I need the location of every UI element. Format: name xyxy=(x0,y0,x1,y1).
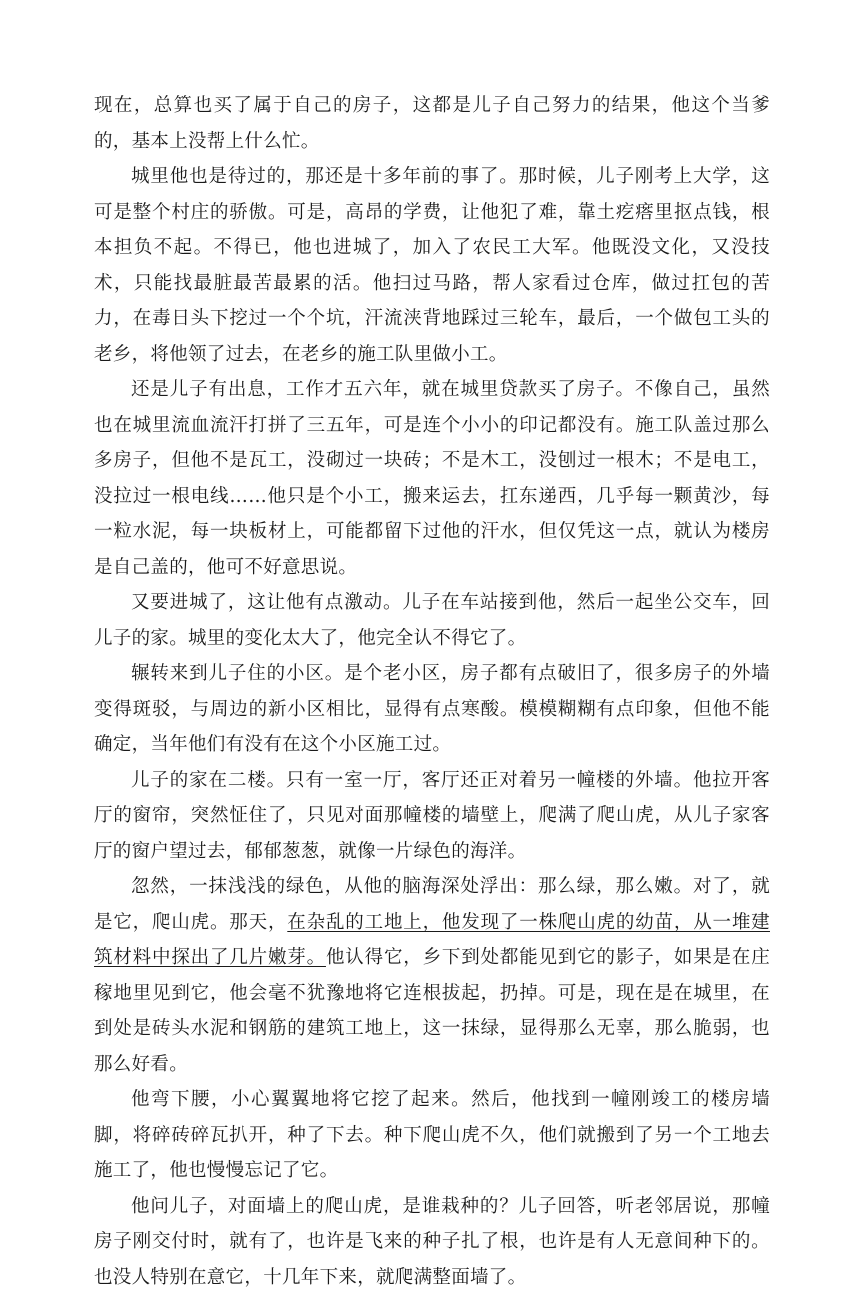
paragraph-7-rest: 他认得它，乡下到处都能见到它的影子，如果是在庄稼地里见到它，他会毫不犹豫地将它连根拔起，扔掉。可是，现在是在城里，在到处是砖头水泥和钢筋的建筑工地上，这一抹绿，显得那么无辜，那么脆弱，也那么好看。 xyxy=(94,947,770,1075)
paragraph-6: 儿子的家在二楼。只有一室一厅，客厅还正对着另一幢楼的外墙。他拉开客厅的窗帘，突然怔住了，只见对面那幢楼的墙壁上，爬满了爬山虎，从儿子家客厅的窗户望过去，郁郁葱葱，就像一片绿色的海洋。 xyxy=(94,763,770,870)
paragraph-7-lead: 忽然，一抹浅浅的绿色，从他的脑海深处浮出：那么绿，那么嫩。对了，就是它，爬山虎。那天， xyxy=(94,876,770,933)
underlined-sentence: 在杂乱的工地上，他发现了一株爬山虎的幼苗，从一堆建筑材料中探出了几片嫩芽。 xyxy=(94,912,770,969)
paragraph-1: 现在，总算也买了属于自己的房子，这都是儿子自己努力的结果，他这个当爹的，基本上没帮上什么忙。 xyxy=(94,88,770,159)
paragraph-5: 辗转来到儿子住的小区。是个老小区，房子都有点破旧了，很多房子的外墙变得斑驳，与周边的新小区相比，显得有点寒酸。模模糊糊有点印象，但他不能确定，当年他们有没有在这个小区施工过。 xyxy=(94,656,770,763)
paragraph-4: 又要进城了，这让他有点激动。儿子在车站接到他，然后一起坐公交车，回儿子的家。城里的变化太大了，他完全认不得它了。 xyxy=(94,585,770,656)
paragraph-8: 他弯下腰，小心翼翼地将它挖了起来。然后，他找到一幢刚竣工的楼房墙脚，将碎砖碎瓦扒开，种了下去。种下爬山虎不久，他们就搬到了另一个工地去施工了，他也慢慢忘记了它。 xyxy=(94,1082,770,1189)
paragraph-7 xyxy=(94,869,770,1082)
paragraph-9: 他问儿子，对面墙上的爬山虎，是谁栽种的？儿子回答，听老邻居说，那幢房子刚交付时，就有了，也许是飞来的种子扎了根，也许是有人无意间种下的。也没人特别在意它，十几年下来，就爬满整面墙了。 xyxy=(94,1189,770,1295)
document-page xyxy=(94,88,770,1295)
paragraph-2: 城里他也是待过的，那还是十多年前的事了。那时候，儿子刚考上大学，这可是整个村庄的骄傲。可是，高昂的学费，让他犯了难，靠土疙瘩里抠点钱，根本担负不起。不得已，他也进城了，加入了农民工大军。他既没文化，又没技术，只能找最脏最苦最累的活。他扫过马路，帮人家看过仓库，做过扛包的苦力，在毒日头下挖过一个个坑，汗流浃背地踩过三轮车，最后，一个做包工头的老乡，将他领了过去，在老乡的施工队里做小工。 xyxy=(94,159,770,372)
paragraph-3: 还是儿子有出息，工作才五六年，就在城里贷款买了房子。不像自己，虽然也在城里流血流汗打拼了三五年，可是连个小小的印记都没有。施工队盖过那么多房子，但他不是瓦工，没砌过一块砖；不是木工，没刨过一根木；不是电工，没拉过一根电线……他只是个小工，搬来运去，扛东递西，几乎每一颗黄沙，每一粒水泥，每一块板材上，可能都留下过他的汗水，但仅凭这一点，就认为楼房是自己盖的，他可不好意思说。 xyxy=(94,372,770,585)
